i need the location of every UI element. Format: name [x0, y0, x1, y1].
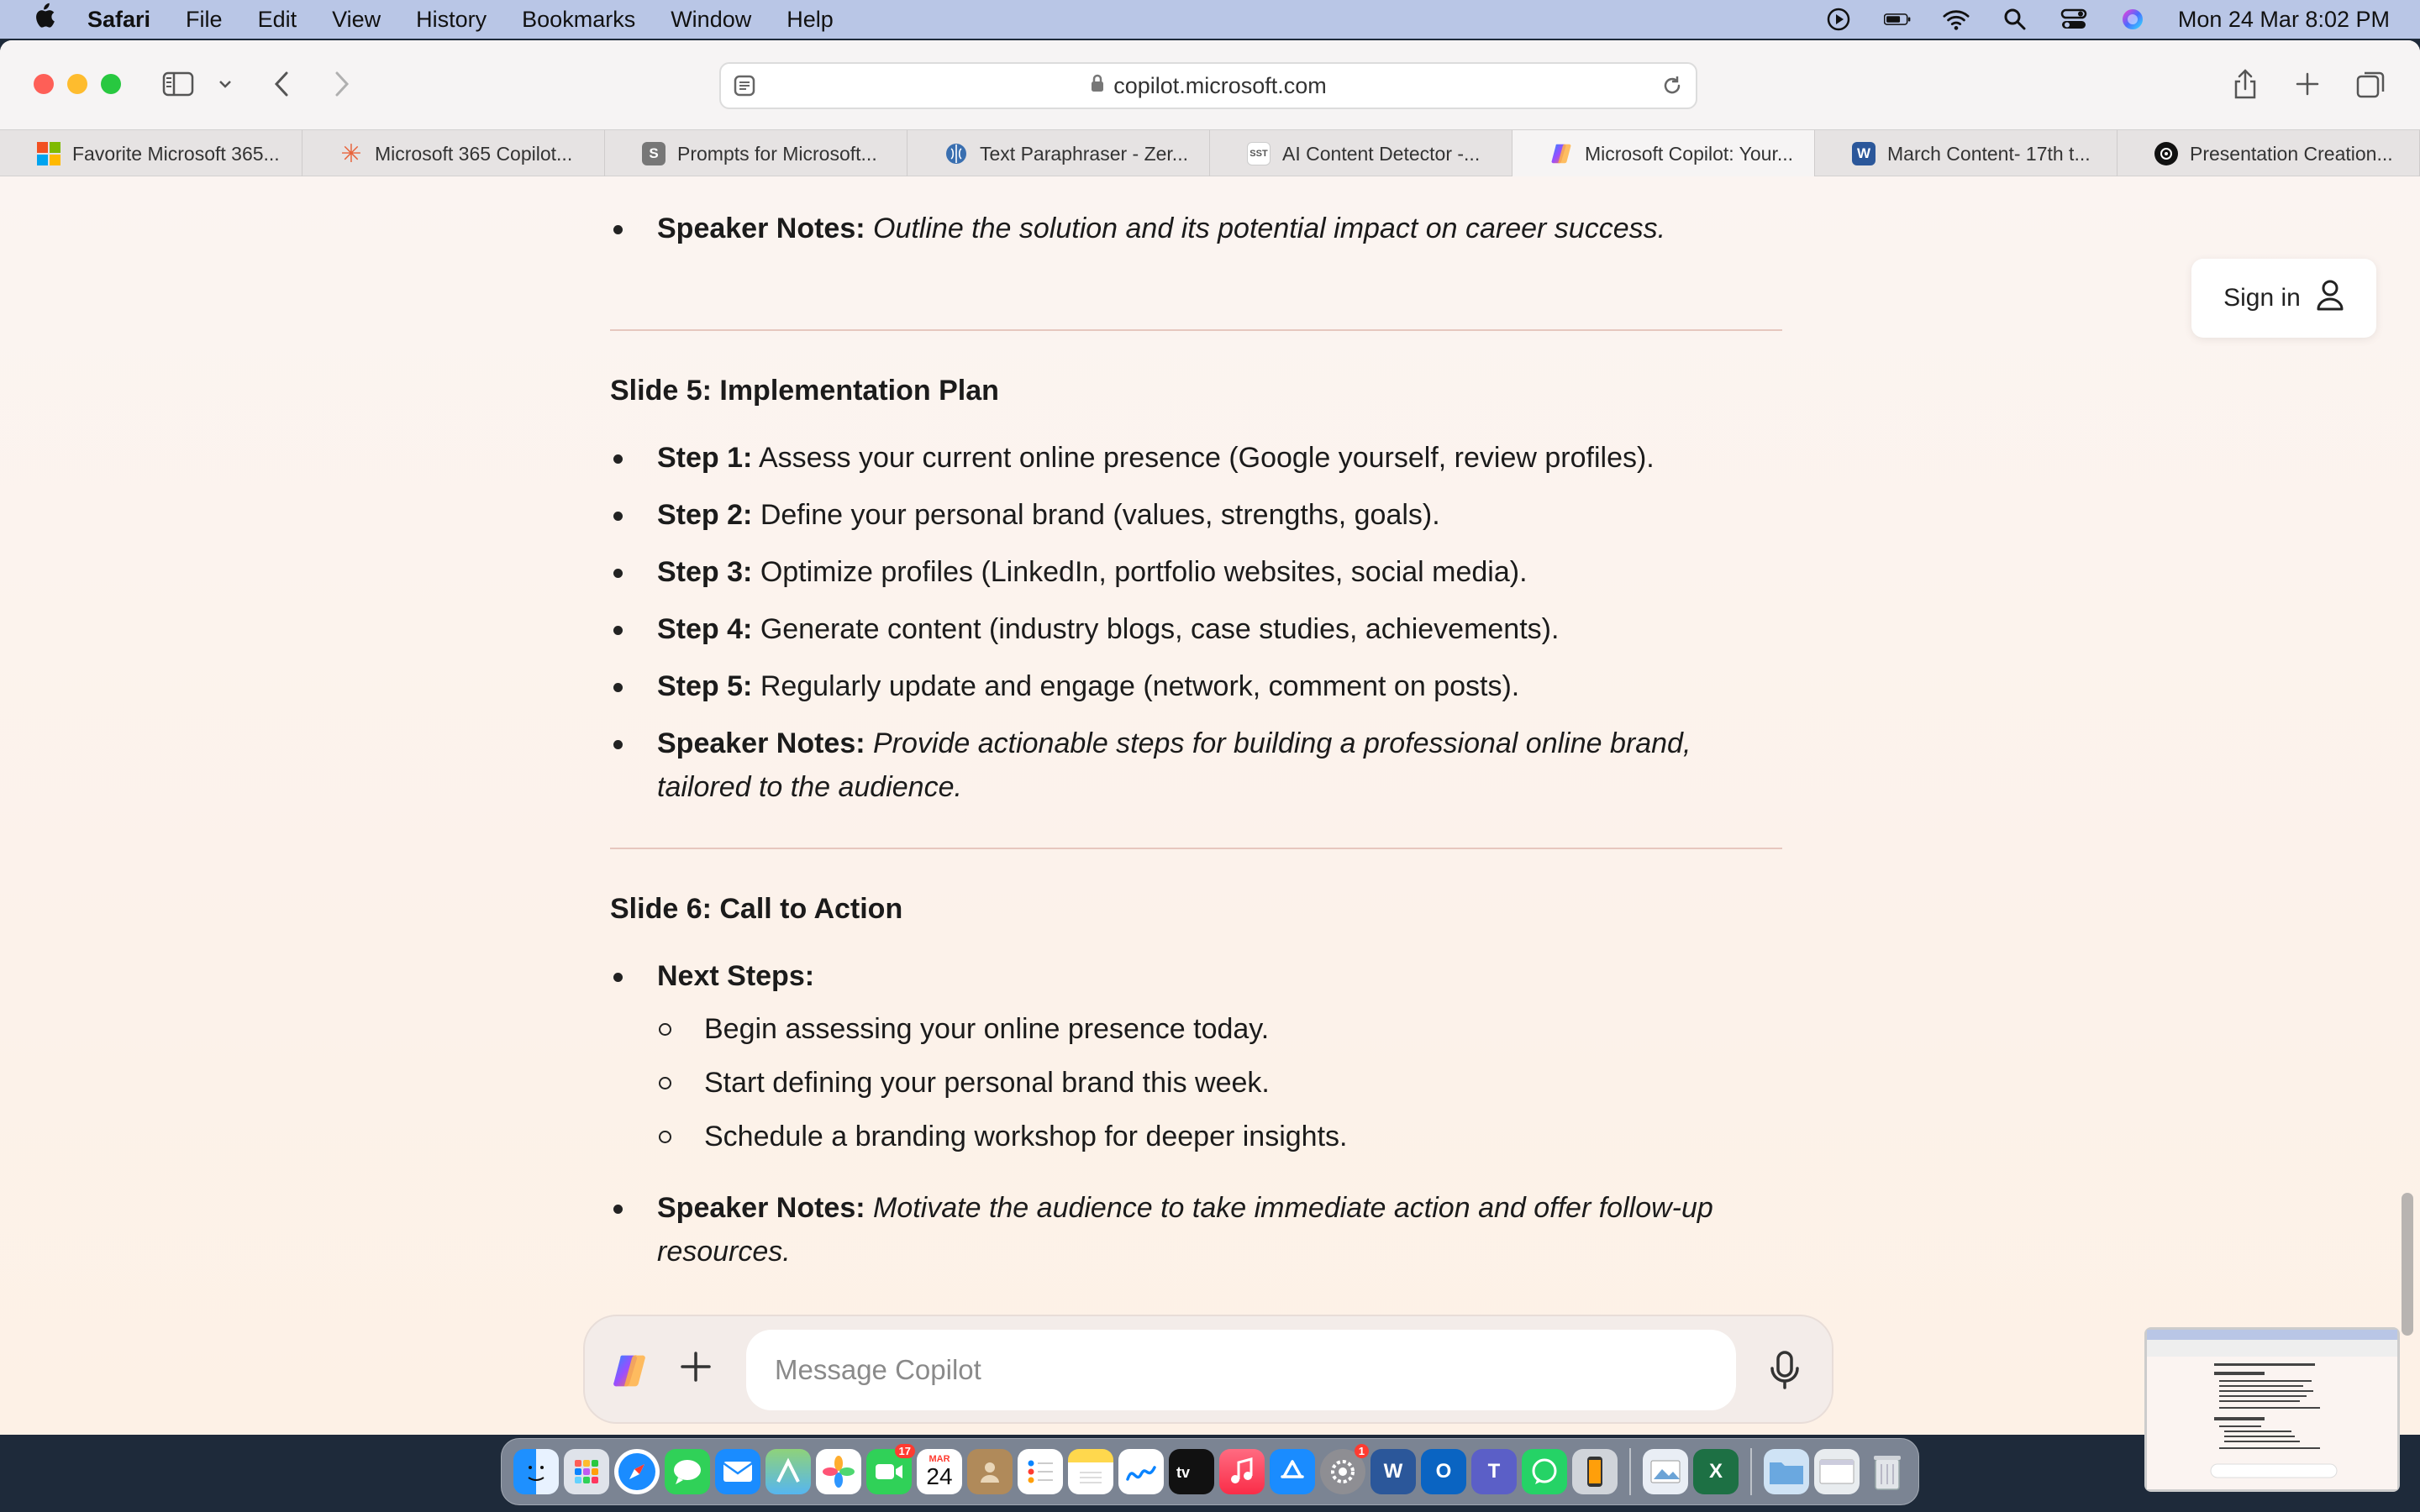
finder-icon[interactable] [513, 1449, 559, 1494]
copilot-logo-icon [1549, 142, 1573, 165]
browser-toolbar [0, 40, 2420, 129]
photos-icon[interactable] [816, 1449, 861, 1494]
tab-microsoft-365-copilot[interactable] [302, 130, 605, 177]
reminders-icon[interactable] [1018, 1449, 1063, 1494]
close-window-button[interactable] [34, 74, 54, 94]
apple-icon[interactable] [30, 3, 57, 37]
new-tab-icon[interactable] [2292, 66, 2323, 102]
settings-badge: 1 [1355, 1444, 1369, 1458]
step-text: Optimize profiles (LinkedIn, portfolio websites, social media). [760, 556, 1528, 588]
dock-separator [1629, 1448, 1631, 1495]
microsoft-logo-icon [37, 142, 60, 165]
message-input[interactable] [746, 1330, 1736, 1410]
chevron-down-icon[interactable] [215, 66, 235, 102]
recent-window-icon[interactable] [1814, 1449, 1860, 1494]
copilot-page [0, 176, 2420, 1435]
tab-label: Microsoft 365 Copilot... [375, 142, 573, 165]
tab-prompts-for-microsoft[interactable] [605, 130, 908, 177]
wifi-icon[interactable] [1943, 8, 1970, 31]
bullet-dot [613, 973, 623, 982]
preview-icon[interactable] [1643, 1449, 1688, 1494]
tab-label: Microsoft Copilot: Your... [1585, 142, 1794, 165]
svg-text:tv: tv [1176, 1464, 1191, 1481]
menu-file[interactable]: File [186, 6, 223, 32]
tab-microsoft-copilot[interactable] [1512, 130, 1815, 177]
step-label: Step 3: [657, 556, 753, 588]
tab-label: March Content- 17th t... [1887, 142, 2091, 165]
mail-icon[interactable] [715, 1449, 760, 1494]
speaker-notes-text: Outline the solution and its potential impact on career success. [873, 213, 1666, 244]
speaker-notes-label: Speaker Notes: [657, 727, 865, 759]
screenshot-thumbnail[interactable] [2144, 1327, 2400, 1492]
step-text: Regularly update and engage (network, comment on posts). [760, 670, 1520, 702]
siri-icon[interactable] [2119, 8, 2146, 31]
share-icon[interactable] [2230, 66, 2260, 102]
divider [610, 848, 1782, 849]
launchpad-icon[interactable] [564, 1449, 609, 1494]
user-icon [2316, 278, 2344, 318]
next-step-text: Schedule a branding workshop for deeper insights. [704, 1121, 1348, 1152]
bullet-dot [613, 683, 623, 692]
window-controls [34, 74, 121, 94]
step-text: Define your personal brand (values, strengths, goals). [760, 499, 1440, 531]
calendar-month: MAR [929, 1454, 950, 1464]
bullet-dot [613, 512, 623, 521]
bullet-dot [613, 454, 623, 464]
bullet-ring [659, 1023, 671, 1036]
safari-window [0, 40, 2420, 1435]
system-settings-icon[interactable] [1320, 1445, 1365, 1494]
tab-ai-content-detector[interactable] [1210, 130, 1512, 177]
calendar-day: 24 [926, 1463, 953, 1489]
menu-safari[interactable]: Safari [87, 6, 151, 32]
play-icon[interactable] [1825, 8, 1852, 31]
menu-window[interactable]: Window [671, 6, 752, 32]
zoom-window-button[interactable] [101, 74, 121, 94]
next-step-text: Start defining your personal brand this week. [704, 1067, 1270, 1099]
maps-icon[interactable] [765, 1449, 811, 1494]
safari-icon[interactable] [614, 1449, 660, 1494]
messages-icon[interactable] [665, 1449, 710, 1494]
tab-march-content[interactable] [1815, 130, 2118, 177]
outlook-icon[interactable]: O [1421, 1449, 1466, 1494]
tab-presentation-creation[interactable] [2118, 130, 2420, 177]
step-label: Step 2: [657, 499, 753, 531]
brain-icon [944, 142, 968, 165]
downloads-folder-icon[interactable] [1764, 1449, 1809, 1494]
minimize-window-button[interactable] [67, 74, 87, 94]
bullet-dot [613, 569, 623, 578]
tab-label: Favorite Microsoft 365... [72, 142, 280, 165]
reload-icon[interactable] [1660, 74, 1684, 103]
speaker-notes-text: Motivate the audience to take immediate action and offer follow-up [873, 1192, 1713, 1224]
openai-logo-icon [2154, 142, 2178, 165]
page-menu-icon[interactable] [733, 74, 756, 103]
step-text: Generate content (industry blogs, case studies, achievements). [760, 613, 1560, 645]
tab-favorite-microsoft-365[interactable] [0, 130, 302, 177]
add-attachment-icon[interactable] [679, 1350, 713, 1391]
battery-icon[interactable] [1884, 8, 1911, 31]
s-letter-icon: S [642, 142, 666, 165]
menu-bar-clock[interactable]: Mon 24 Mar 8:02 PM [2177, 6, 2390, 32]
excel-icon[interactable]: X [1693, 1449, 1739, 1494]
tab-overview-icon[interactable] [2354, 66, 2388, 102]
tab-label: Presentation Creation... [2190, 142, 2393, 165]
bullet-dot [613, 1205, 623, 1214]
tab-bar [0, 129, 2420, 176]
message-composer [583, 1315, 1833, 1424]
trash-icon[interactable] [1865, 1449, 1910, 1494]
page-scrollbar[interactable] [2402, 1193, 2413, 1336]
speaker-notes-text: Provide actionable steps for building a professional online brand, [873, 727, 1691, 759]
iphone-mirroring-icon[interactable] [1572, 1449, 1618, 1494]
dock-separator [1750, 1448, 1752, 1495]
back-icon[interactable] [269, 66, 294, 102]
contacts-icon[interactable] [967, 1449, 1013, 1494]
facetime-icon[interactable] [866, 1445, 912, 1494]
menu-edit[interactable]: Edit [257, 6, 297, 32]
next-step-text: Begin assessing your online presence today. [704, 1013, 1270, 1045]
menu-bookmarks[interactable]: Bookmarks [522, 6, 636, 32]
spotlight-search-icon[interactable] [2002, 8, 2028, 31]
apple-tv-icon[interactable] [1169, 1449, 1214, 1494]
forward-icon[interactable] [329, 66, 355, 102]
dock [501, 1438, 1919, 1505]
step-label: Step 5: [657, 670, 753, 702]
tab-text-paraphraser[interactable] [908, 130, 1210, 177]
control-center-icon[interactable] [2060, 8, 2087, 31]
notes-icon[interactable] [1068, 1449, 1113, 1494]
microphone-icon[interactable] [1768, 1350, 1802, 1394]
step-text: Assess your current online presence (Google yourself, review profiles). [758, 442, 1655, 474]
sidebar-toggle-icon[interactable] [160, 66, 197, 102]
menu-view[interactable]: View [332, 6, 381, 32]
divider [610, 329, 1782, 331]
teams-icon[interactable]: T [1471, 1449, 1517, 1494]
bullet-ring [659, 1131, 671, 1143]
tab-label: Prompts for Microsoft... [677, 142, 877, 165]
freeform-icon[interactable] [1118, 1449, 1164, 1494]
menu-bar [0, 0, 2420, 39]
speaker-notes-label: Speaker Notes: [657, 1192, 865, 1224]
url-text: copilot.microsoft.com [1113, 72, 1327, 98]
bullet-dot [613, 740, 623, 749]
slide-5-title: Slide 5: Implementation Plan [610, 375, 999, 407]
asterisk-icon: ✳ [340, 139, 362, 168]
step-label: Step 1: [657, 442, 753, 474]
menu-help[interactable]: Help [786, 6, 834, 32]
calendar-icon[interactable] [917, 1449, 962, 1494]
speaker-notes-text: resources. [657, 1236, 791, 1268]
speaker-notes-text: tailored to the audience. [657, 771, 962, 803]
music-icon[interactable] [1219, 1449, 1265, 1494]
whatsapp-icon[interactable] [1522, 1449, 1567, 1494]
word-app-icon[interactable]: W [1370, 1449, 1416, 1494]
bullet-dot [613, 225, 623, 234]
copilot-logo-icon[interactable] [610, 1352, 649, 1394]
speaker-notes-label: Speaker Notes: [657, 213, 865, 244]
bullet-dot [613, 626, 623, 635]
sst-logo-icon: SST [1247, 142, 1270, 165]
address-bar[interactable] [719, 62, 1697, 109]
word-icon: W [1852, 142, 1876, 165]
app-store-icon[interactable] [1270, 1449, 1315, 1494]
step-label: Step 4: [657, 613, 753, 645]
tab-label: Text Paraphraser - Zer... [980, 142, 1188, 165]
sign-in-button[interactable] [2191, 259, 2376, 338]
sign-in-label: Sign in [2223, 284, 2301, 312]
tab-label: AI Content Detector -... [1282, 142, 1481, 165]
bullet-ring [659, 1077, 671, 1089]
lock-icon [1090, 73, 1105, 99]
slide-6-title: Slide 6: Call to Action [610, 893, 903, 925]
next-steps-label: Next Steps: [657, 960, 815, 992]
facetime-badge: 17 [895, 1444, 915, 1458]
menu-history[interactable]: History [416, 6, 487, 32]
